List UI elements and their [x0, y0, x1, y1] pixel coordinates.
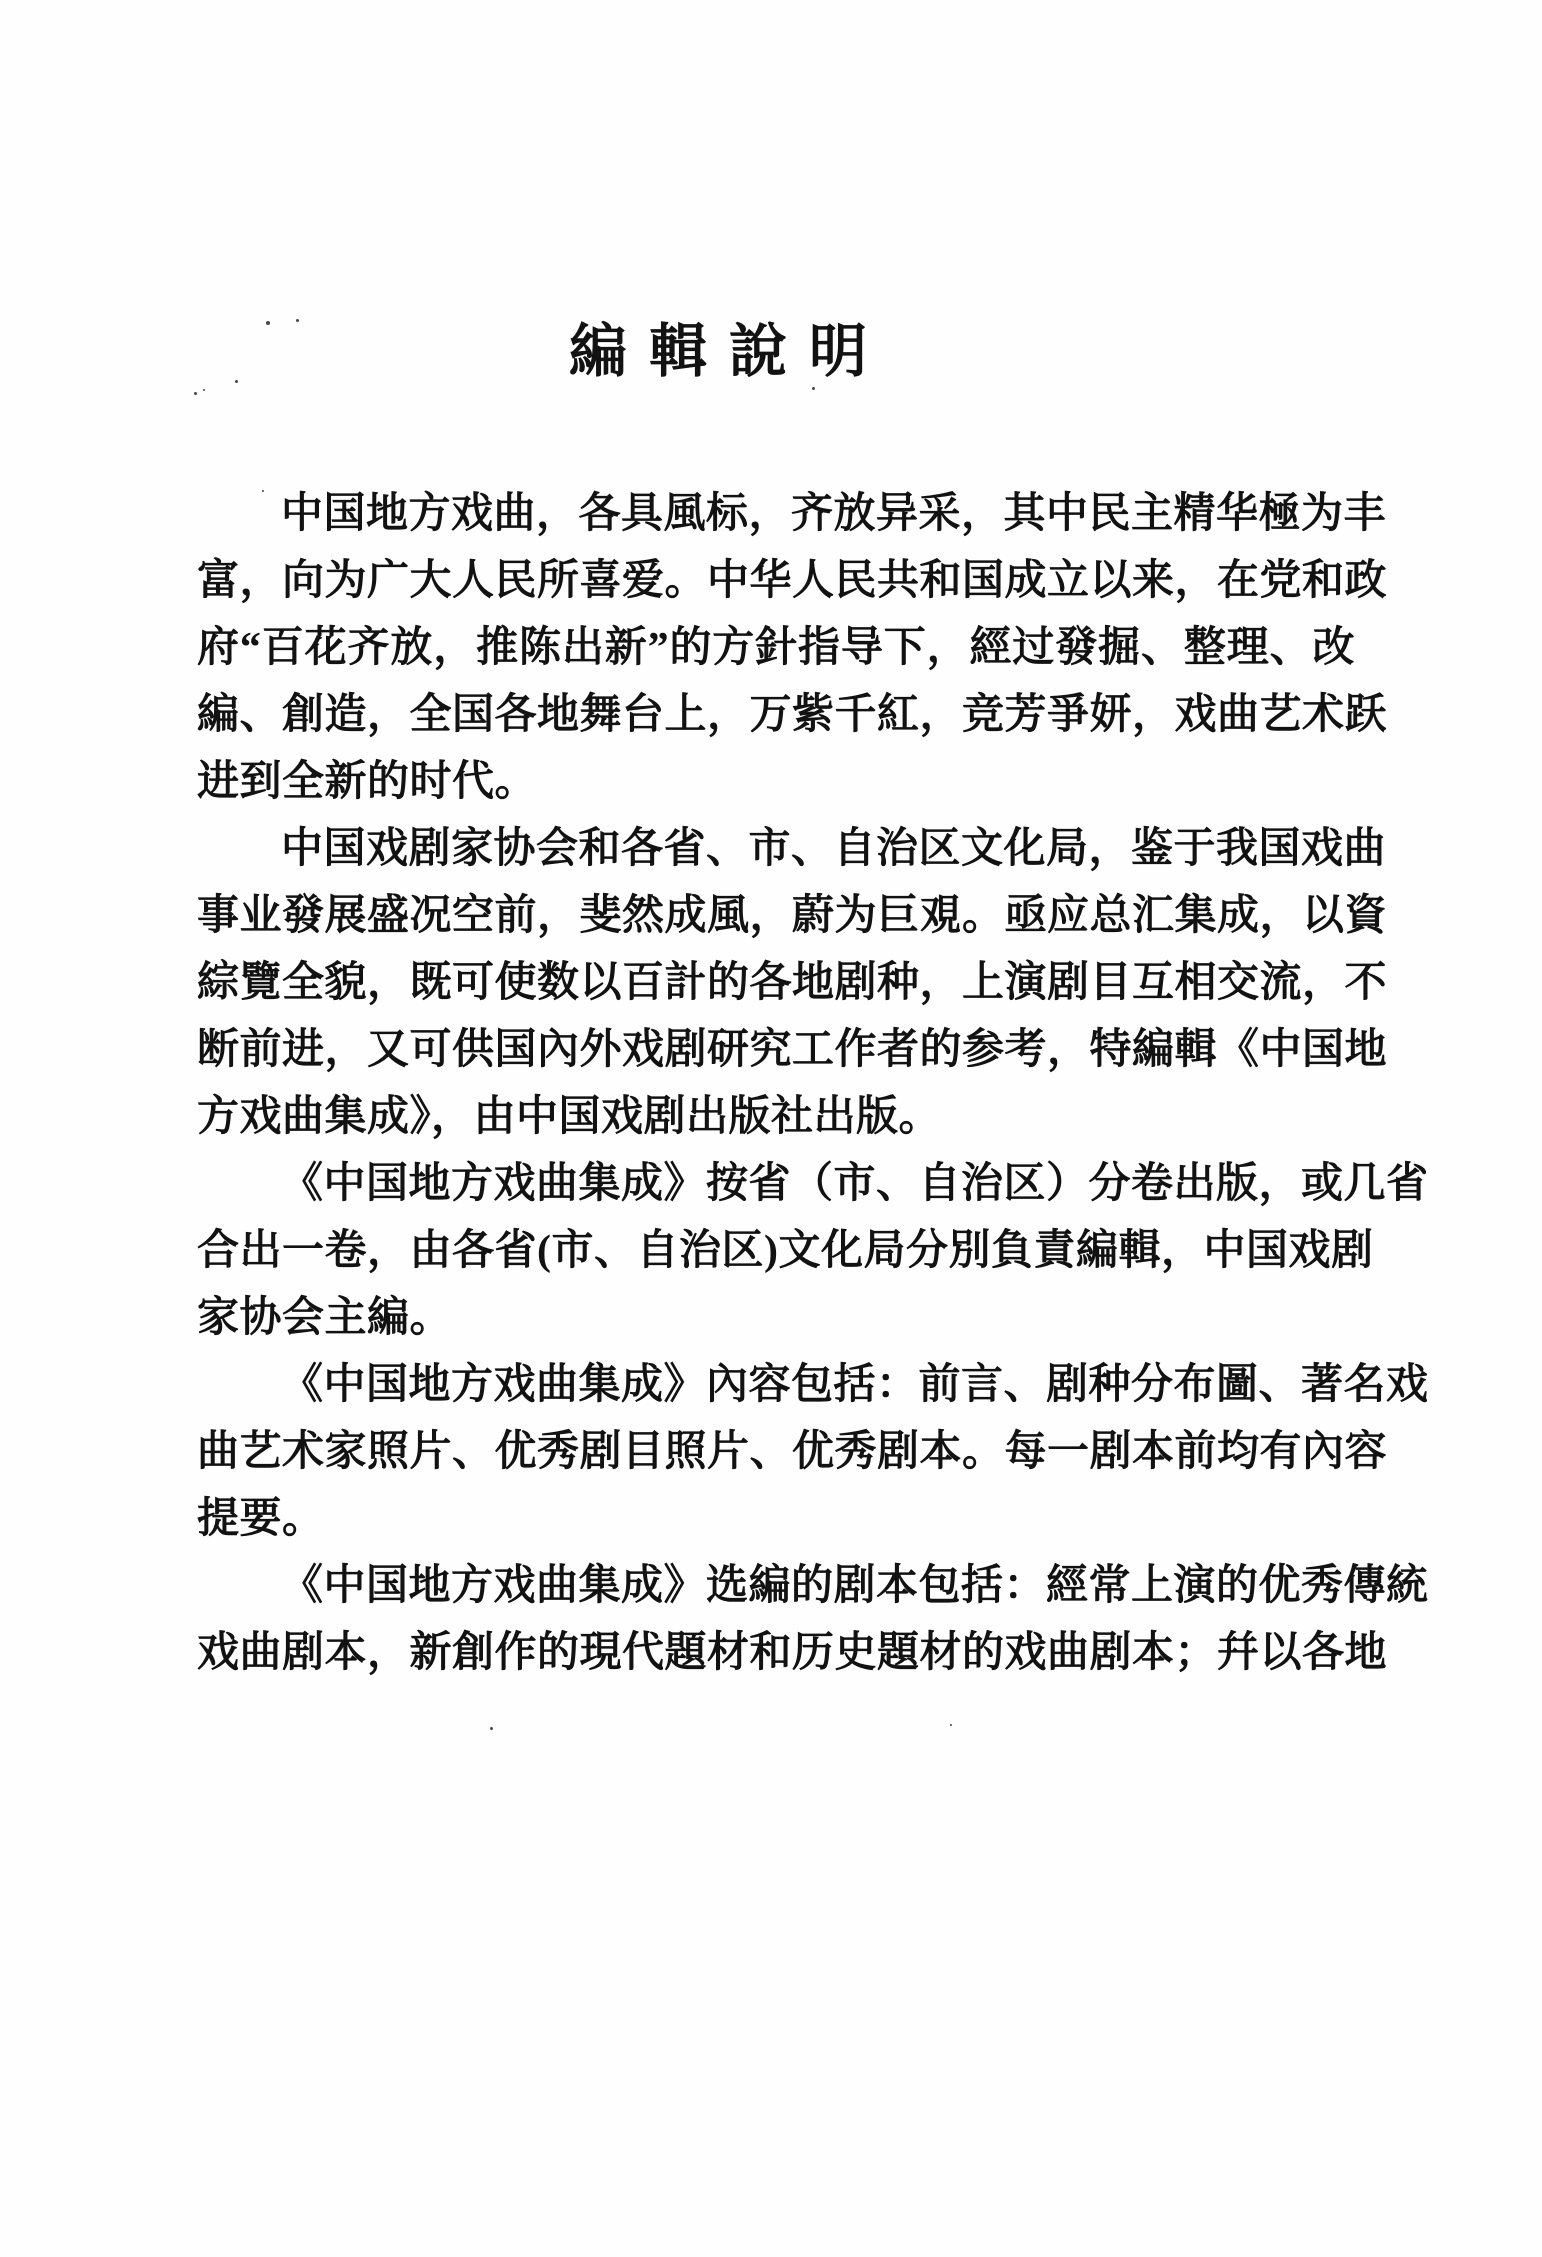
text-line: 戏曲剧本，新創作的現代題材和历史題材的戏曲剧本；幷以各地 [197, 1630, 1388, 1676]
paragraph [197, 816, 1388, 1151]
scan-speck [194, 392, 197, 395]
paragraph [197, 1553, 1429, 1687]
scan-speck [490, 1727, 493, 1730]
text-line: 事业發展盛况空前，斐然成風，蔚为巨覌。亟应总汇集成，以資 [197, 893, 1388, 939]
text-line: 提要。 [197, 1496, 325, 1542]
text-line: 合出一卷，由各省(市、自治区)文化局分別負責編輯，中国戏剧 [197, 1228, 1374, 1274]
text-line: 断前进，又可供国內外戏剧研究工作者的参考，特編輯《中国地 [197, 1027, 1388, 1073]
scan-speck [812, 387, 815, 390]
scan-speck [950, 1724, 952, 1726]
paragraph [197, 1352, 1429, 1553]
page-title: 編輯說明 [568, 319, 889, 384]
scan-speck [262, 490, 264, 492]
scan-speck [203, 389, 205, 391]
text-line: 中国地方戏曲，各具風标，齐放异采，其中民主精华極为丰 [281, 491, 1387, 537]
text-line: 曲艺术家照片、优秀剧目照片、优秀剧本。每一剧本前均有內容 [197, 1429, 1388, 1475]
text-line: 編、創造，全国各地舞台上，万紫千紅，竞芳爭妍，戏曲艺术跃 [197, 692, 1388, 738]
text-line: 府“百花齐放，推陈出新”的方針指导下，經过發掘、整理、改 [197, 625, 1355, 671]
text-line: 綜覽全貌，既可使数以百計的各地剧种，上演剧目互相交流，不 [197, 960, 1388, 1006]
text-line: 《中国地方戏曲集成》內容包括：前言、剧种分布圖、著名戏 [281, 1362, 1429, 1408]
scan-speck [235, 380, 238, 383]
scan-speck [266, 321, 270, 325]
paragraph [197, 1151, 1429, 1352]
paragraph [197, 481, 1388, 816]
text-line: 《中国地方戏曲集成》按省（市、自治区）分卷出版，或几省 [281, 1161, 1429, 1207]
text-line: 进到全新的时代。 [197, 759, 538, 805]
text-line: 《中国地方戏曲集成》选編的剧本包括：經常上演的优秀傳統 [281, 1563, 1429, 1609]
scan-speck [296, 319, 299, 322]
text-line: 家协会主編。 [197, 1295, 453, 1341]
text-line: 方戏曲集成》，由中国戏剧出版社出版。 [197, 1094, 942, 1140]
text-line: 富，向为广大人民所喜爱。中华人民共和国成立以来，在党和政 [197, 558, 1388, 604]
body-text [197, 481, 1429, 1687]
text-line: 中国戏剧家协会和各省、市、自治区文化局，鉴于我国戏曲 [281, 826, 1387, 872]
